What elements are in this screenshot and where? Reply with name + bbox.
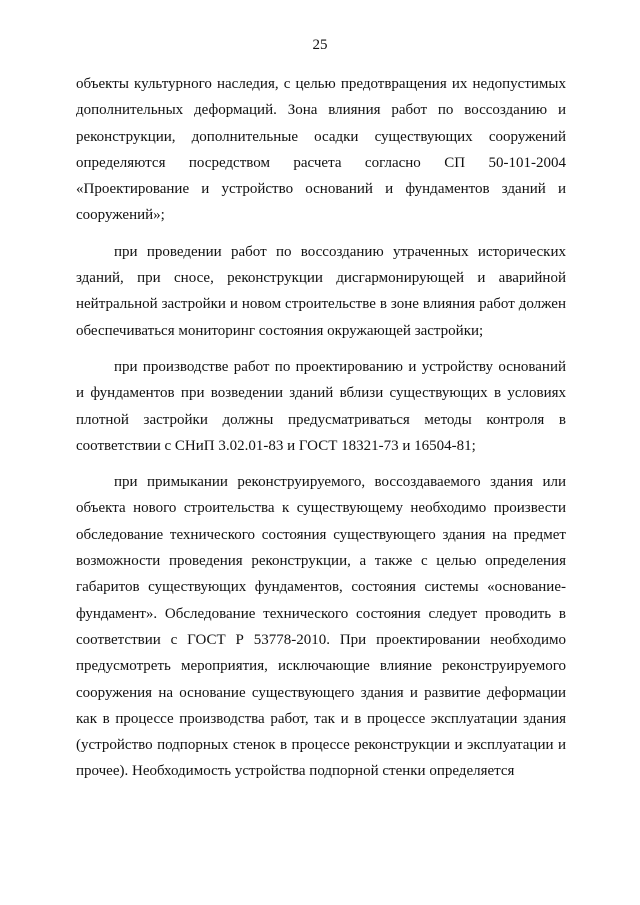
document-body [76,71,566,795]
paragraph-continuation: объекты культурного наследия, с целью предотвращения их недопустимых дополнительных деформаций. Зона влияния работ по воссозданию и реконструкции, дополнительные осадки существующих сооружений определяются посредством расчета согласно СП 50-101-2004 «Проектирование и устройство оснований и фундаментов зданий и сооружений»; [76,76,566,224]
paragraph-adjacent-building: при примыкании реконструируемого, воссоздаваемого здания или объекта нового строительства к существующему необходимо произвести обследование технического состояния существующего здания на предмет возможности проведения реконструкции, а также с целью определения габаритов существующих фундаментов, состояния системы «основание-фундамент». Обследование технического состояния следует проводить в соответствии с ГОСТ Р 53778-2010. При проектировании необходимо предусмотреть мероприятия, исключающие влияние реконструируемого сооружения на основание существующего здания и развитие деформации как в процессе производства работ, так и в процессе эксплуатации здания (устройство подпорных стенок в процессе реконструкции и эксплуатации и прочее). Необходимость устройства подпорной стенки определяется [76,474,566,780]
page-number: 25 [312,37,328,53]
paragraph-monitoring: при проведении работ по воссозданию утраченных исторических зданий, при сносе, реконструкции дисгармонирующей и аварийной нейтральной застройки и новом строительстве в зоне влияния работ должен обеспечиваться мониторинг состояния окружающей застройки; [76,243,566,339]
paragraph-foundation-control: при производстве работ по проектированию и устройству оснований и фундаментов при возведении зданий вблизи существующих в условиях плотной застройки должны предусматриваться методы контроля в соответствии с СНиП 3.02.01-83 и ГОСТ 18321-73 и 16504-81; [76,358,566,454]
